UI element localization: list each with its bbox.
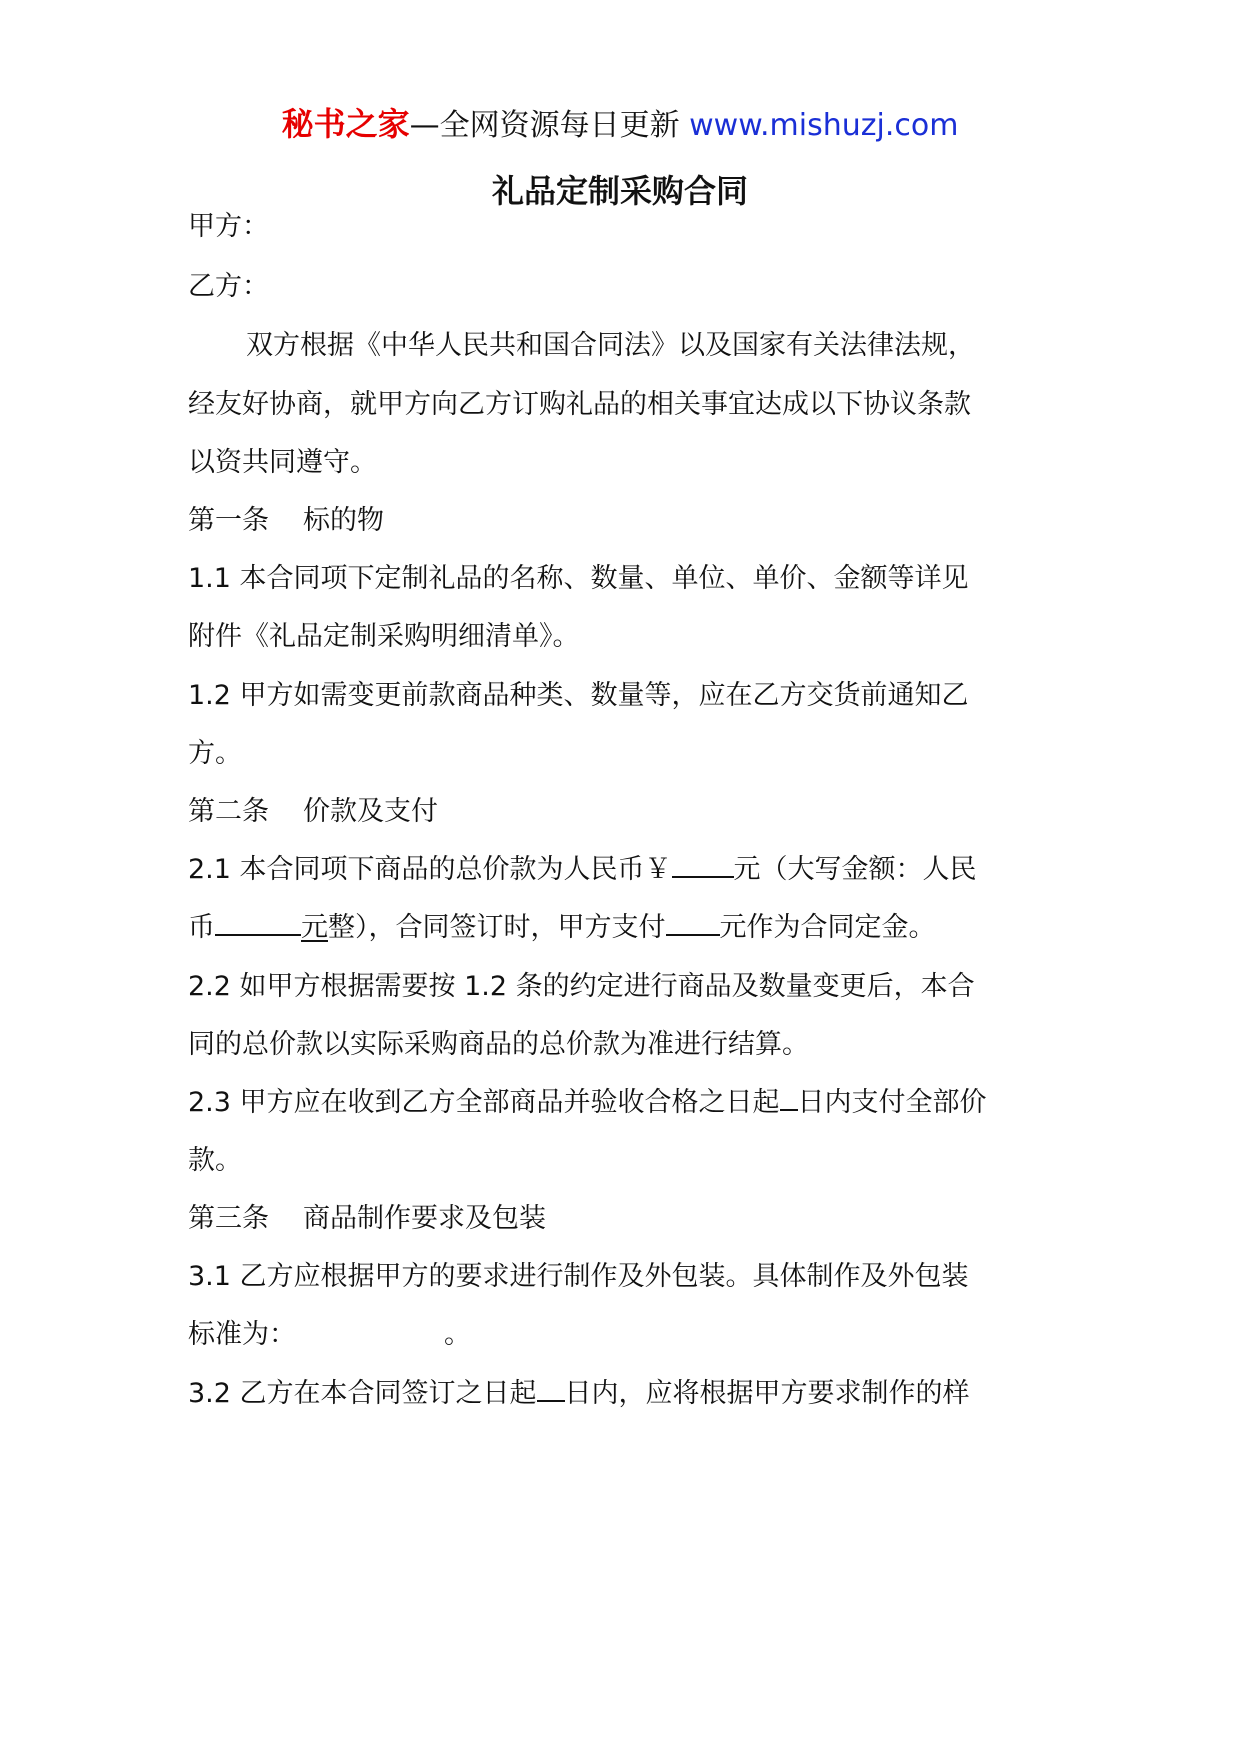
header-slogan: —全网资源每日更新 bbox=[409, 108, 680, 143]
site-header bbox=[0, 100, 1240, 150]
clause-3-2-line-1 bbox=[188, 1371, 970, 1417]
article-2-number: 第二条 bbox=[188, 796, 269, 827]
brand-name: 秘书之家 bbox=[281, 105, 410, 143]
clause-1-1-line-2: 附件《礼品定制采购明细清单》。 bbox=[188, 621, 580, 652]
article-1-name: 标的物 bbox=[303, 505, 384, 536]
clause-1-1-line-1: 1.1 本合同项下定制礼品的名称、数量、单位、单价、金额等详见 bbox=[188, 563, 969, 594]
clause-2-3-line-2: 款。 bbox=[188, 1145, 242, 1176]
clause-2-1-line-1 bbox=[188, 847, 977, 893]
article-3-number: 第三条 bbox=[188, 1203, 269, 1234]
clause-2-3-text-b: 日内支付全部价 bbox=[797, 1087, 987, 1118]
article-3-heading bbox=[188, 1196, 546, 1242]
clause-3-2-text-a: 3.2 乙方在本合同签订之日起 bbox=[188, 1378, 537, 1409]
article-1-number: 第一条 bbox=[188, 505, 269, 536]
site-url-link[interactable]: www.mishuzj.com bbox=[689, 108, 959, 143]
clause-2-3-line-1 bbox=[188, 1080, 987, 1126]
article-2-name: 价款及支付 bbox=[303, 796, 438, 827]
article-2-heading bbox=[188, 789, 438, 835]
sample-days-blank bbox=[537, 1372, 565, 1402]
party-a-line: 甲方： bbox=[188, 211, 269, 242]
deposit-blank bbox=[666, 906, 720, 936]
clause-2-1-text-a: 2.1 本合同项下商品的总价款为人民币￥ bbox=[188, 854, 672, 885]
clause-1-2-line-2: 方。 bbox=[188, 738, 242, 769]
document-title: 礼品定制采购合同 bbox=[491, 172, 748, 210]
payment-days-blank bbox=[780, 1081, 798, 1111]
clause-2-1-text-e: 整），合同签订时，甲方支付 bbox=[328, 912, 666, 943]
clause-2-2-line-1: 2.2 如甲方根据需要按 1.2 条的约定进行商品及数量变更后，本合 bbox=[188, 971, 975, 1002]
clause-1-2-line-1: 1.2 甲方如需变更前款商品种类、数量等，应在乙方交货前通知乙 bbox=[188, 680, 969, 711]
article-3-name: 商品制作要求及包装 bbox=[303, 1203, 546, 1234]
party-b-line: 乙方： bbox=[188, 271, 269, 302]
clause-2-1-text-d: 元 bbox=[301, 912, 328, 943]
intro-line-1: 双方根据《中华人民共和国合同法》以及国家有关法律法规， bbox=[246, 330, 975, 361]
amount-in-words-blank bbox=[215, 906, 301, 936]
clause-3-1-line-1: 3.1 乙方应根据甲方的要求进行制作及外包装。具体制作及外包装 bbox=[188, 1261, 969, 1292]
clause-3-1-text-b: 标准为： bbox=[188, 1319, 296, 1350]
article-1-heading bbox=[188, 498, 384, 544]
clause-2-1-text-f: 元作为合同定金。 bbox=[719, 912, 936, 943]
clause-3-1-line-2 bbox=[188, 1312, 471, 1358]
clause-2-3-text-a: 2.3 甲方应在收到乙方全部商品并验收合格之日起 bbox=[188, 1087, 780, 1118]
total-price-blank bbox=[672, 848, 734, 878]
clause-3-2-text-b: 日内，应将根据甲方要求制作的样 bbox=[564, 1378, 970, 1409]
clause-3-1-text-c: 。 bbox=[444, 1319, 471, 1350]
clause-2-1-line-2 bbox=[188, 905, 936, 951]
intro-line-2: 经友好协商，就甲方向乙方订购礼品的相关事宜达成以下协议条款 bbox=[188, 389, 971, 420]
clause-2-2-line-2: 同的总价款以实际采购商品的总价款为准进行结算。 bbox=[188, 1029, 809, 1060]
clause-2-1-text-c: 币 bbox=[188, 912, 215, 943]
clause-2-1-text-b: 元（大写金额：人民 bbox=[733, 854, 977, 885]
intro-line-3: 以资共同遵守。 bbox=[188, 447, 377, 478]
